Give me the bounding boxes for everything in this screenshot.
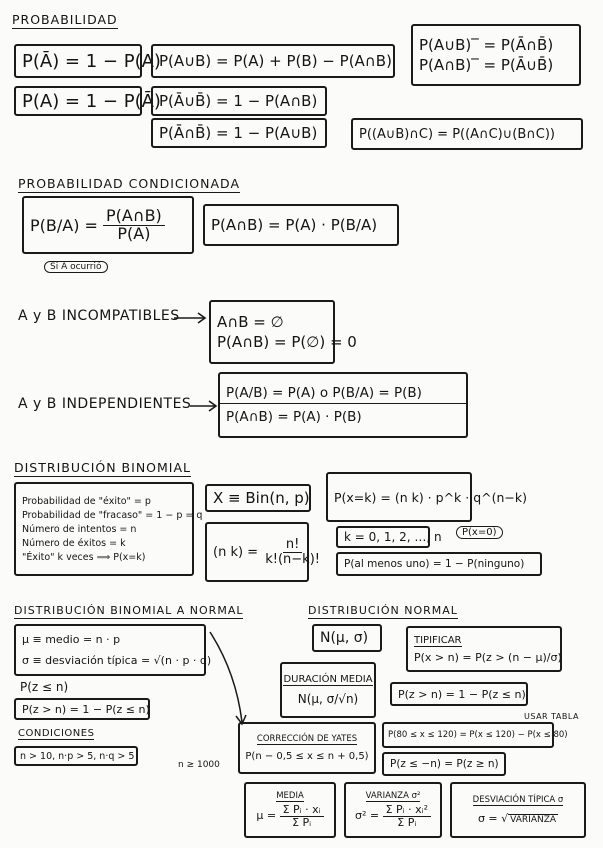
formula-binomial-pmf bbox=[326, 472, 527, 522]
fraction-numerator: n! bbox=[283, 538, 302, 553]
conditions-title: CONDICIONES bbox=[18, 728, 95, 739]
fraction-denominator: Σ Pᵢ bbox=[292, 816, 312, 829]
fraction-denominator: P(A) bbox=[117, 223, 151, 243]
arrow-icon bbox=[174, 312, 210, 324]
formula-text: n > 10, n·p > 5, n·q > 5 bbox=[20, 750, 135, 762]
formula-union bbox=[151, 44, 395, 78]
formula-text: P((A∪B)∩C) = P((A∩C)∪(B∩C)) bbox=[359, 126, 555, 142]
arrow-icon bbox=[190, 400, 220, 412]
fraction bbox=[103, 205, 165, 243]
formula-text: N(μ, σ) bbox=[320, 630, 369, 646]
definition-k-veces: "Éxito" k veces ⟹ P(x=k) bbox=[22, 551, 146, 563]
formula-lhs: σ² = bbox=[354, 809, 380, 823]
formula-conditions bbox=[14, 746, 138, 766]
formula-text: P(z > n) = 1 − P(z ≤ n) bbox=[398, 687, 526, 701]
label-usar-tabla: USAR TABLA bbox=[524, 712, 579, 721]
formula-lhs: (n k) = bbox=[213, 544, 259, 560]
radicand: VARIANZA bbox=[510, 815, 557, 825]
formula-sd: σ ≡ desviación típica = √(n · p · q) bbox=[22, 654, 212, 667]
formula-complement-1 bbox=[14, 44, 161, 78]
section-title-binomial-normal: DISTRIBUCIÓN BINOMIAL A NORMAL bbox=[14, 604, 244, 617]
fraction-denominator: k!(n−k)! bbox=[265, 551, 320, 567]
formula-text: k = 0, 1, 2, …, n bbox=[344, 530, 442, 544]
box-varianza bbox=[344, 782, 442, 838]
formula-p-gt bbox=[14, 698, 150, 720]
binomial-definitions bbox=[14, 482, 203, 576]
box-tipificar bbox=[406, 626, 562, 672]
section-title-probabilidad: PROBABILIDAD bbox=[12, 12, 118, 27]
formula-lhs: P(B/A) = bbox=[30, 215, 98, 235]
formula-text: P(A∪B) = P(A) + P(B) − P(A∩B) bbox=[159, 52, 392, 70]
formula-desviacion bbox=[478, 812, 558, 825]
formula-intersection-complement bbox=[151, 118, 327, 148]
duracion-media-title: DURACIÓN MEDIA bbox=[283, 674, 373, 685]
fraction bbox=[262, 538, 323, 566]
definition-fracaso: Probabilidad de "fracaso" = 1 − p = q bbox=[22, 509, 203, 521]
formula-duracion-media: N(μ, σ/√n) bbox=[297, 692, 359, 706]
formula-lhs: σ = bbox=[477, 812, 498, 825]
formula-p-le: P(z ≤ n) bbox=[20, 680, 69, 694]
formula-text: P(Ā) = 1 − P(A) bbox=[22, 50, 161, 72]
formula-binomial-dist bbox=[205, 484, 311, 512]
yates-title: CORRECCIÓN DE YATES bbox=[256, 734, 358, 744]
formula-text: P(x=k) = (n k) · p^k · q^(n−k) bbox=[334, 489, 527, 505]
fraction-numerator: P(A∩B) bbox=[103, 208, 165, 226]
definition-intentos: Número de intentos = n bbox=[22, 523, 137, 535]
label-independientes: A y B INDEPENDIENTES bbox=[18, 396, 192, 412]
arrow-icon bbox=[208, 630, 248, 730]
formula-text: P(A∩B) = P(A) · P(B/A) bbox=[211, 216, 378, 234]
formula-media bbox=[256, 804, 323, 828]
formula-text: P(A) = 1 − P(Ā) bbox=[22, 90, 161, 112]
formula-al-menos-uno bbox=[336, 552, 542, 576]
fraction-numerator: Σ Pᵢ · xᵢ² bbox=[383, 804, 431, 817]
note-si-a-ocurrio: Si A ocurrió bbox=[44, 261, 108, 273]
formula-incompatibles bbox=[209, 300, 357, 364]
formula-combinatorial bbox=[205, 522, 320, 582]
formula-incompatible-line-2: P(A∩B) = P(∅) = 0 bbox=[217, 333, 357, 351]
formula-text: P(z ≤ −n) = P(z ≥ n) bbox=[390, 758, 499, 770]
formula-text: P(Ā∩B̄) = 1 − P(A∪B) bbox=[159, 124, 318, 142]
box-correccion-yates bbox=[238, 722, 376, 774]
fraction bbox=[383, 804, 431, 828]
note-p-x-zero: P(x=0) bbox=[456, 526, 503, 539]
formula-incompatible-line-1: A∩B = ∅ bbox=[217, 313, 284, 331]
formula-independientes bbox=[218, 372, 468, 438]
formula-mean: μ ≡ medio = n · p bbox=[22, 633, 121, 646]
label-incompatibles: A y B INCOMPATIBLES bbox=[18, 308, 180, 324]
section-title-binomial: DISTRIBUCIÓN BINOMIAL bbox=[14, 460, 191, 475]
formula-product-rule bbox=[203, 204, 399, 246]
formula-text: P(al menos uno) = 1 − P(ninguno) bbox=[344, 558, 525, 570]
label-n-big: n ≥ 1000 bbox=[178, 760, 220, 770]
formula-independent-line-2: P(A∩B) = P(A) · P(B) bbox=[226, 409, 362, 425]
formula-text: P(z > n) = 1 − P(z ≤ n) bbox=[22, 702, 150, 716]
formula-varianza bbox=[355, 804, 431, 828]
formula-morgan-line-2: P(A∩B)‾ = P(Ā∪B̄) bbox=[419, 56, 554, 74]
fraction-denominator: Σ Pᵢ bbox=[397, 816, 417, 829]
media-title: MEDIA bbox=[276, 791, 304, 802]
desviacion-title: DESVIACIÓN TÍPICA σ bbox=[472, 795, 564, 805]
varianza-title: VARIANZA σ² bbox=[365, 791, 421, 802]
formula-conditional bbox=[22, 196, 194, 254]
formula-interval bbox=[382, 722, 568, 748]
formula-tipificar: P(x > n) = P(z > (n − μ)/σ) bbox=[414, 650, 562, 664]
formula-text: P(Ā∪B̄) = 1 − P(A∩B) bbox=[159, 92, 318, 110]
formula-de-morgan bbox=[411, 24, 581, 86]
fraction-numerator: Σ Pᵢ · xᵢ bbox=[280, 804, 324, 817]
formula-normal-complement bbox=[390, 682, 528, 706]
formula-morgan-line-1: P(A∪B)‾ = P(Ā∩B̄) bbox=[419, 36, 554, 54]
formula-text: P(80 ≤ x ≤ 120) = P(x ≤ 120) − P(x ≤ 80) bbox=[388, 730, 568, 740]
section-title-condicionada: PROBABILIDAD CONDICIONADA bbox=[18, 176, 240, 191]
box-media bbox=[244, 782, 336, 838]
divider bbox=[218, 403, 468, 404]
formula-normal-dist bbox=[312, 624, 382, 652]
definition-exito: Probabilidad de "éxito" = p bbox=[22, 495, 151, 507]
formula-distributive bbox=[351, 118, 583, 150]
definition-exitos: Número de éxitos = k bbox=[22, 537, 126, 549]
formula-k-range bbox=[336, 526, 442, 548]
formula-independent-line-1: P(A/B) = P(A) o P(B/A) = P(B) bbox=[226, 385, 422, 401]
binomial-normal-params bbox=[14, 624, 212, 676]
fraction bbox=[280, 804, 324, 828]
section-title-normal: DISTRIBUCIÓN NORMAL bbox=[308, 604, 458, 617]
box-desviacion-tipica bbox=[450, 782, 586, 838]
box-duracion-media bbox=[280, 662, 376, 718]
formula-symmetry bbox=[382, 752, 506, 776]
formula-yates: P(n − 0,5 ≤ x ≤ n + 0,5) bbox=[245, 751, 369, 762]
formula-complement-2 bbox=[14, 86, 161, 116]
formula-union-complement bbox=[151, 86, 327, 116]
formula-lhs: μ = bbox=[256, 809, 277, 823]
tipificar-title: TIPIFICAR bbox=[414, 634, 462, 646]
sqrt-icon: √ bbox=[501, 812, 509, 825]
formula-text: X ≡ Bin(n, p) bbox=[213, 489, 310, 507]
